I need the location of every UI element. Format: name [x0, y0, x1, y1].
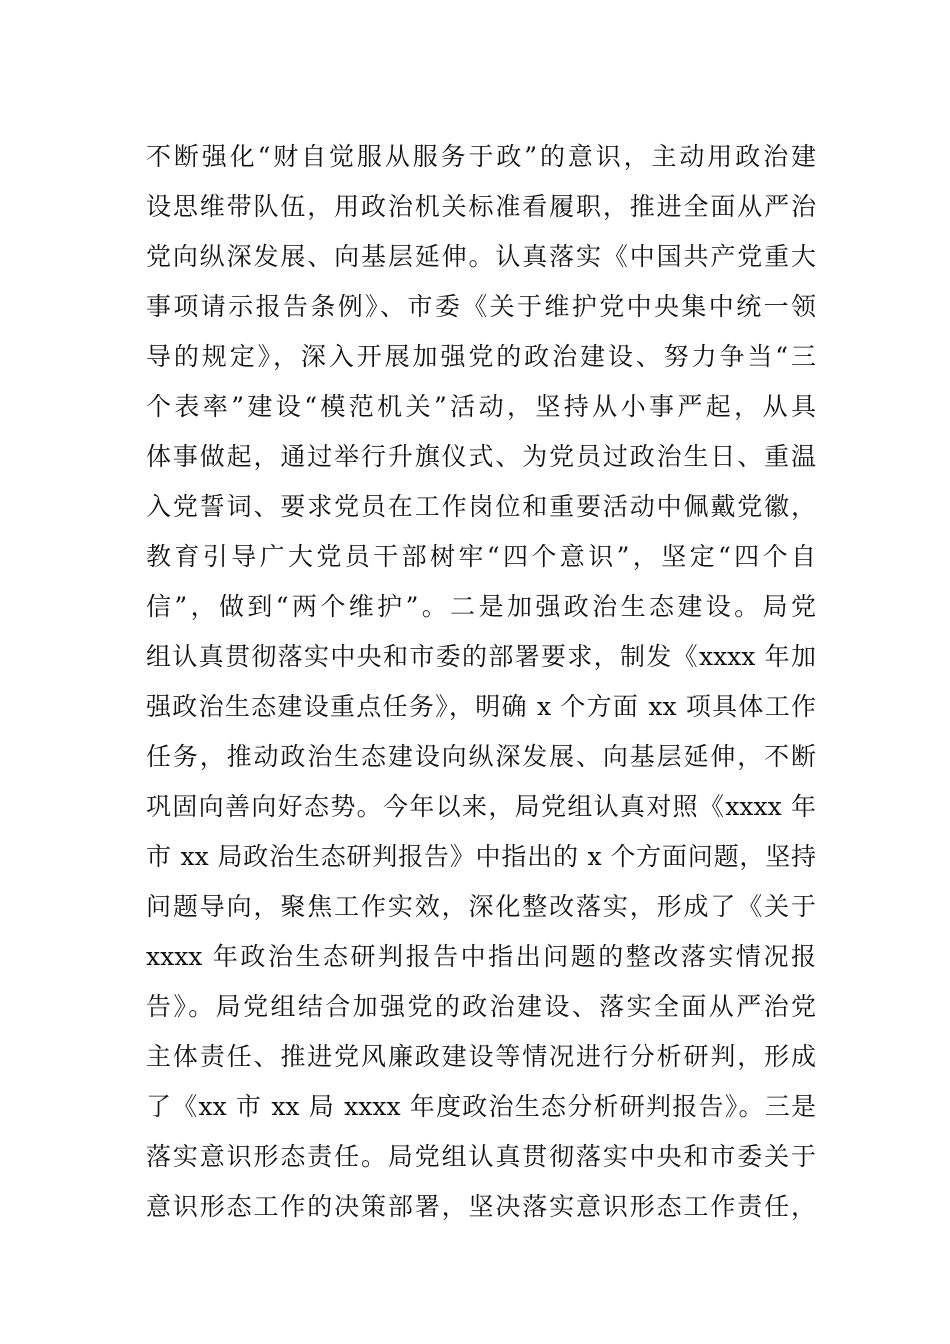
text-line: 巩固向善向好态势。今年以来，局党组认真对照《xxxx 年: [146, 792, 816, 821]
body-paragraph: [146, 132, 816, 1232]
text-line: 信”，做到“两个维护”。二是加强政治生态建设。局党: [146, 592, 816, 621]
text-line: 市 xx 局政治生态研判报告》中指出的 x 个方面问题，坚持: [146, 842, 816, 871]
text-line: xxxx 年政治生态研判报告中指出问题的整改落实情况报: [146, 942, 816, 971]
text-line: 设思维带队伍，用政治机关标准看履职，推进全面从严治: [146, 192, 816, 221]
text-line: 强政治生态建设重点任务》，明确 x 个方面 xx 项具体工作: [146, 692, 816, 721]
text-line: 意识形态工作的决策部署，坚决落实意识形态工作责任，: [146, 1192, 816, 1221]
text-line: 不断强化“财自觉服从服务于政”的意识，主动用政治建: [146, 142, 816, 171]
text-line: 告》。局党组结合加强党的政治建设、落实全面从严治党: [146, 992, 816, 1021]
text-line: 主体责任、推进党风廉政建设等情况进行分析研判，形成: [146, 1042, 816, 1071]
text-line: 组认真贯彻落实中央和市委的部署要求，制发《xxxx 年加: [146, 642, 816, 671]
text-line: 落实意识形态责任。局党组认真贯彻落实中央和市委关于: [146, 1142, 816, 1171]
text-line: 个表率”建设“模范机关”活动，坚持从小事严起，从具: [146, 392, 816, 421]
text-line: 体事做起，通过举行升旗仪式、为党员过政治生日、重温: [146, 442, 816, 471]
text-line: 事项请示报告条例》、市委《关于维护党中央集中统一领: [146, 292, 816, 321]
text-line: 入党誓词、要求党员在工作岗位和重要活动中佩戴党徽，: [146, 492, 816, 521]
text-line: 教育引导广大党员干部树牢“四个意识”，坚定“四个自: [146, 542, 816, 571]
text-line: 了《xx 市 xx 局 xxxx 年度政治生态分析研判报告》。三是: [146, 1092, 816, 1121]
text-line: 任务，推动政治生态建设向纵深发展、向基层延伸，不断: [146, 742, 816, 771]
text-line: 问题导向，聚焦工作实效，深化整改落实，形成了《关于: [146, 892, 816, 921]
text-line: 党向纵深发展、向基层延伸。认真落实《中国共产党重大: [146, 242, 816, 271]
text-line: 导的规定》，深入开展加强党的政治建设、努力争当“三: [146, 342, 816, 371]
